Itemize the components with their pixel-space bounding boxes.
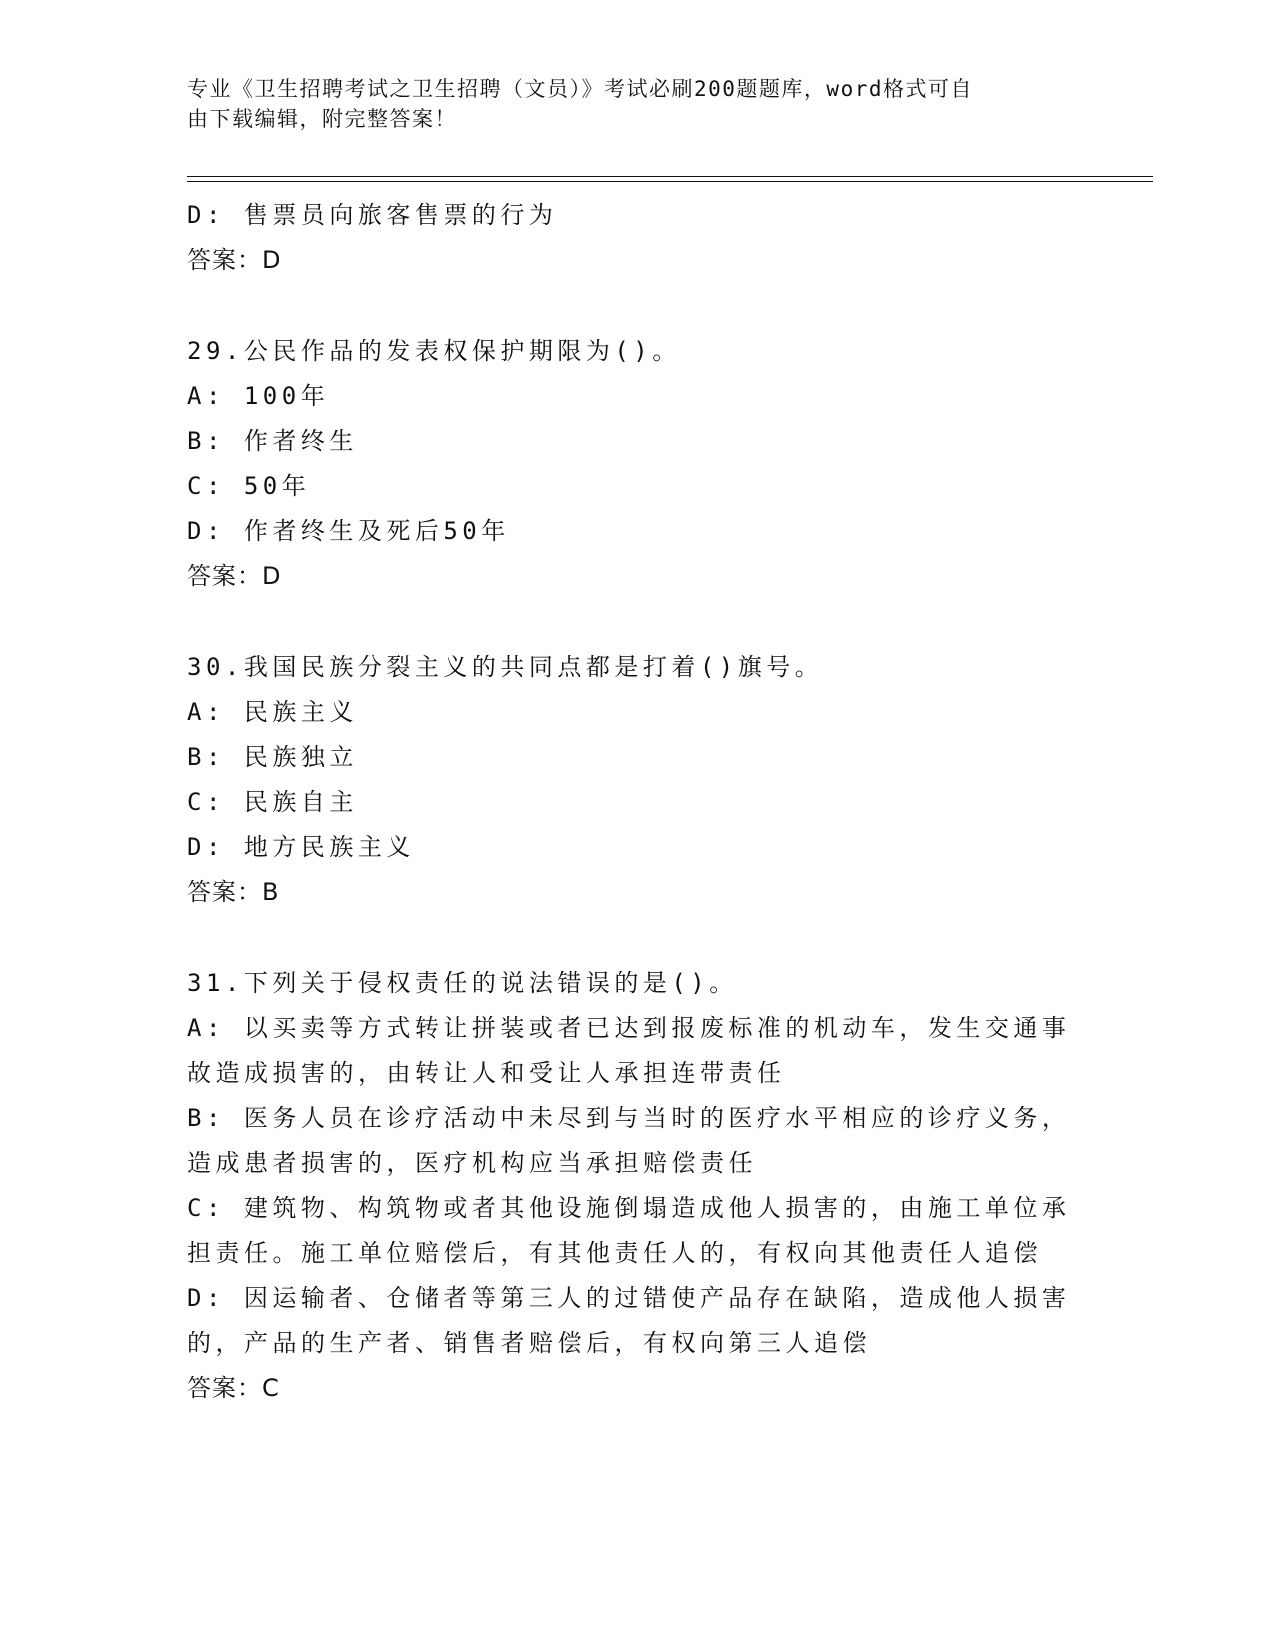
- option-c: [187, 1186, 1071, 1276]
- option-a: A: 民族主义: [187, 698, 358, 726]
- answer-line: 答案：C: [187, 1374, 280, 1402]
- option-c-line-2: 担责任。施工单位赔偿后，有其他责任人的，有权向其他责任人追偿: [187, 1239, 1042, 1267]
- option-d-line-2: 的，产品的生产者、销售者赔偿后，有权向第三人追偿: [187, 1329, 871, 1357]
- question-stem: 29.公民作品的发表权保护期限为()。: [187, 337, 681, 365]
- option-b: B: 作者终生: [187, 427, 358, 455]
- spacer: [187, 599, 1067, 645]
- answer-line: 答案：D: [187, 246, 282, 274]
- option-b: B: 民族独立: [187, 743, 358, 771]
- question-stem: 30.我国民族分裂主义的共同点都是打着()旗号。: [187, 653, 824, 681]
- option-d: [187, 1276, 1071, 1366]
- option-d-line-1: D: 因运输者、仓储者等第三人的过错使产品存在缺陷，造成他人损害: [187, 1284, 1071, 1312]
- previous-question-tail: [187, 193, 1067, 283]
- answer-line: 答案：D: [187, 562, 282, 590]
- option-b-line-1: B: 医务人员在诊疗活动中未尽到与当时的医疗水平相应的诊疗义务，: [187, 1104, 1071, 1132]
- answer-line: 答案：B: [187, 878, 280, 906]
- option-d: D: 作者终生及死后50年: [187, 517, 510, 545]
- header-line-1: 专业《卫生招聘考试之卫生招聘（文员）》考试必刷200题题库，word格式可自: [187, 77, 973, 101]
- option-b: [187, 1096, 1071, 1186]
- question-29: [187, 329, 1067, 599]
- document-header: [187, 74, 1067, 134]
- question-30: [187, 645, 1067, 915]
- option-a: [187, 1006, 1071, 1096]
- option-d: D: 售票员向旅客售票的行为: [187, 201, 558, 229]
- spacer: [187, 915, 1067, 961]
- option-a-line-2: 故造成损害的，由转让人和受让人承担连带责任: [187, 1059, 786, 1087]
- option-a-line-1: A: 以买卖等方式转让拼装或者已达到报废标准的机动车，发生交通事: [187, 1014, 1071, 1042]
- option-c: C: 民族自主: [187, 788, 358, 816]
- option-c-line-1: C: 建筑物、构筑物或者其他设施倒塌造成他人损害的，由施工单位承: [187, 1194, 1071, 1222]
- option-a: A: 100年: [187, 382, 330, 410]
- question-content: [187, 193, 1071, 1411]
- question-31: [187, 961, 1071, 1411]
- option-d: D: 地方民族主义: [187, 833, 415, 861]
- option-b-line-2: 造成患者损害的，医疗机构应当承担赔偿责任: [187, 1149, 757, 1177]
- header-divider-bottom: [187, 181, 1153, 182]
- header-line-2: 由下载编辑，附完整答案！: [187, 107, 457, 131]
- question-stem: 31.下列关于侵权责任的说法错误的是()。: [187, 969, 738, 997]
- option-c: C: 50年: [187, 472, 311, 500]
- header-divider-top: [187, 176, 1153, 177]
- spacer: [187, 283, 1067, 329]
